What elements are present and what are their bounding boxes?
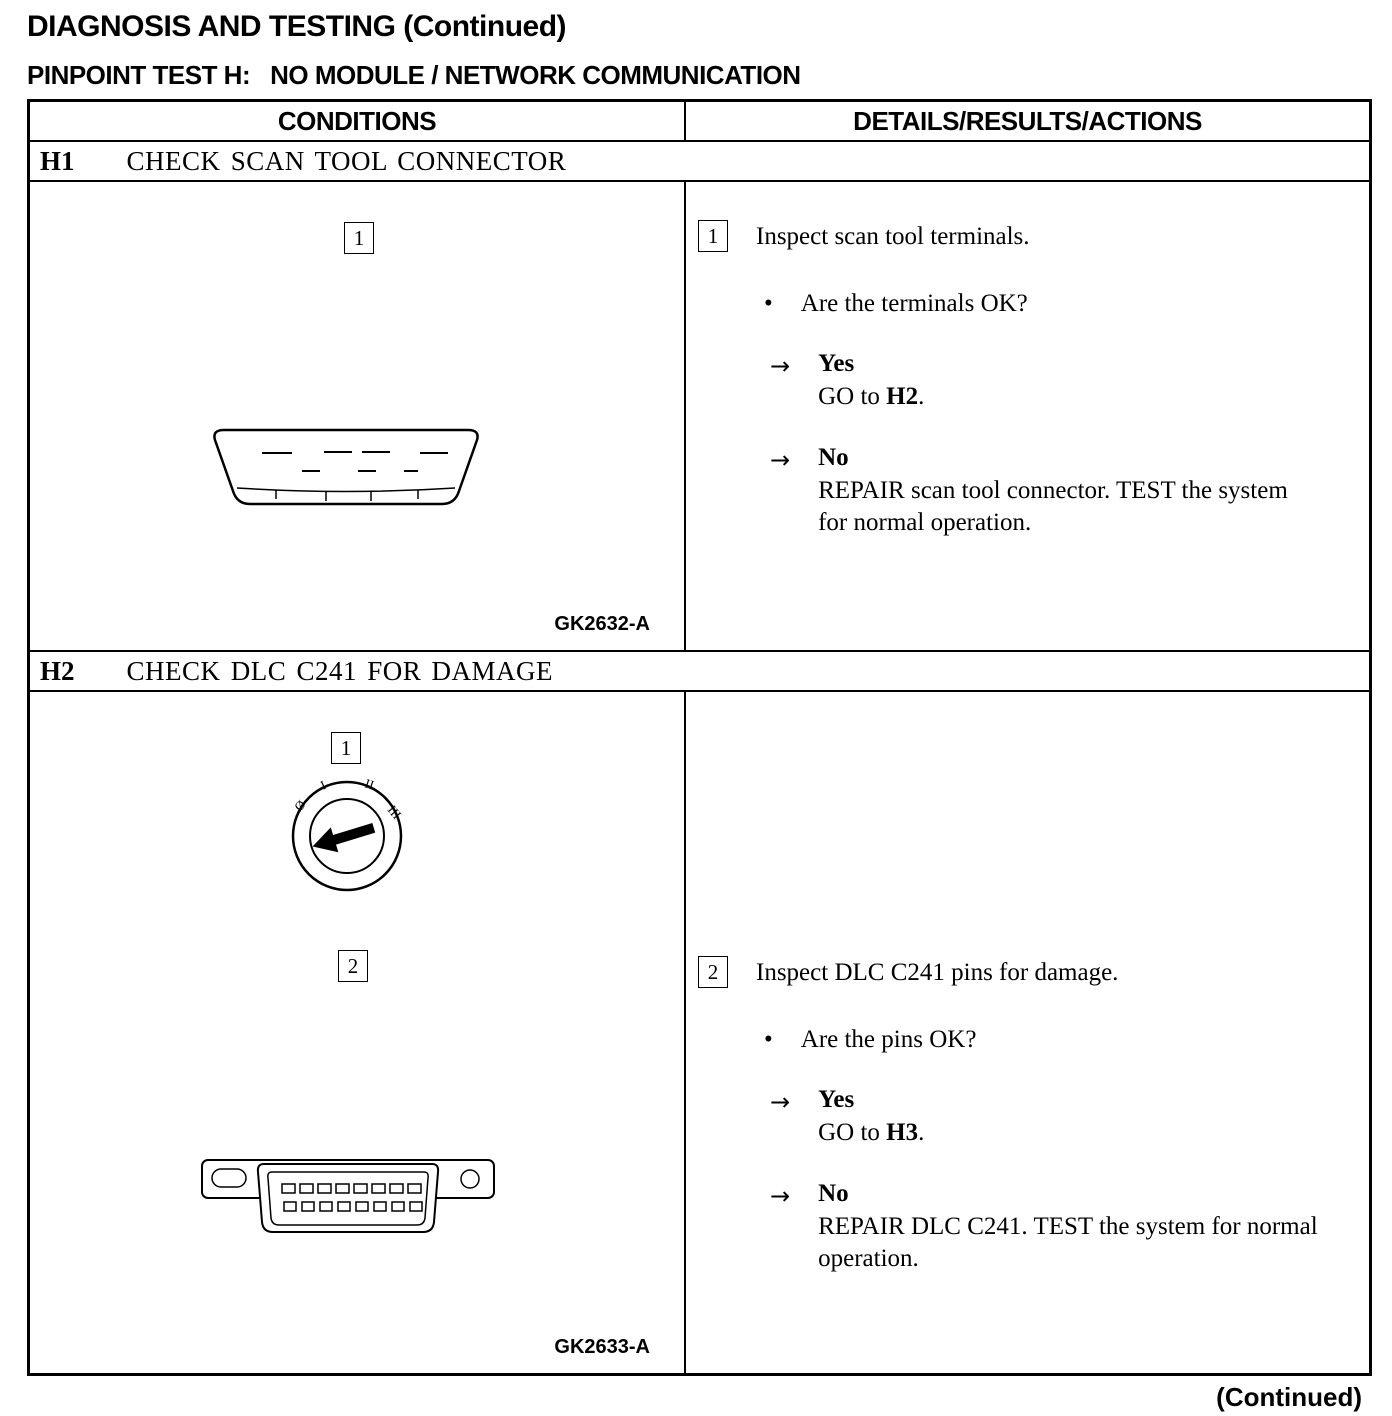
step-title-h2: CHECK DLC C241 FOR DAMAGE xyxy=(126,655,554,686)
ignition-switch-illustration xyxy=(282,766,412,898)
ignition-arrow xyxy=(309,815,378,859)
no-action: REPAIR scan tool connector. TEST the system for normal operation. xyxy=(818,477,1288,536)
arrow-icon: → xyxy=(770,1088,789,1116)
pinpoint-test-heading xyxy=(27,60,1372,91)
bullet-glyph: • xyxy=(764,1026,773,1053)
step-content-h1 xyxy=(30,182,1369,652)
figure-step-number-box xyxy=(338,950,368,982)
column-header-details: DETAILS/RESULTS/ACTIONS xyxy=(853,105,1202,136)
pinpoint-test-table xyxy=(27,99,1372,1376)
detail-question: Are the pins OK? xyxy=(800,1026,977,1053)
detail-instruction: Inspect scan tool terminals. xyxy=(756,223,1030,250)
details-cell-h1 xyxy=(686,182,1369,650)
figure-step-number: 2 xyxy=(347,953,359,978)
detail-step-number: 1 xyxy=(707,223,719,248)
figure-caption-h1: GK2632-A xyxy=(554,613,650,635)
detail-instruction: Inspect DLC C241 pins for damage. xyxy=(756,959,1119,986)
yes-action: GO to H3. xyxy=(818,1119,925,1146)
arrow-icon: → xyxy=(770,1182,789,1211)
detail-step-number: 2 xyxy=(707,959,719,984)
dlc-connector-illustration xyxy=(198,1150,498,1245)
pinpoint-test-label: PINPOINT TEST H: xyxy=(27,60,251,90)
details-cell-h2 xyxy=(686,692,1369,1373)
page-title: DIAGNOSIS AND TESTING (Continued) xyxy=(27,10,567,43)
step-title-h1: CHECK SCAN TOOL CONNECTOR xyxy=(126,145,567,176)
table-header-row xyxy=(30,102,1369,142)
detail-step-number-box xyxy=(698,220,728,252)
detail-question: Are the terminals OK? xyxy=(800,290,1028,317)
no-action: REPAIR DLC C241. TEST the system for normal operation. xyxy=(818,1213,1318,1272)
ignition-position-2: II xyxy=(363,775,376,793)
pinpoint-test-name: NO MODULE / NETWORK COMMUNICATION xyxy=(270,60,801,90)
conditions-cell-h2 xyxy=(30,692,686,1373)
yes-label: Yes xyxy=(818,1086,855,1113)
column-header-conditions: CONDITIONS xyxy=(30,102,686,140)
bullet-glyph: • xyxy=(764,290,773,317)
no-label: No xyxy=(818,1180,849,1208)
step-id-h1: H1 xyxy=(40,145,75,176)
ignition-position-3: III xyxy=(384,802,405,822)
figure-step-number-box xyxy=(344,222,374,254)
scan-tool-connector-illustration xyxy=(206,425,486,515)
detail-step-number-box xyxy=(698,956,728,988)
arrow-icon: → xyxy=(770,446,789,475)
figure-step-number: 1 xyxy=(353,225,365,250)
yes-label: Yes xyxy=(818,350,855,377)
ignition-position-1: I xyxy=(317,777,329,793)
ignition-position-0: Ø xyxy=(291,796,309,815)
figure-step-number: 1 xyxy=(340,735,352,760)
arrow-icon: → xyxy=(770,352,789,380)
conditions-cell-h1 xyxy=(30,182,686,650)
step-content-h2 xyxy=(30,692,1369,1373)
step-band-h2 xyxy=(30,652,1369,692)
figure-step-number-box xyxy=(331,732,361,764)
figure-caption-h2: GK2633-A xyxy=(554,1336,650,1358)
yes-action: GO to H2. xyxy=(818,383,925,410)
step-band-h1 xyxy=(30,142,1369,182)
continued-note: (Continued) xyxy=(1216,1382,1362,1412)
step-id-h2: H2 xyxy=(40,655,75,686)
no-label: No xyxy=(818,444,849,472)
